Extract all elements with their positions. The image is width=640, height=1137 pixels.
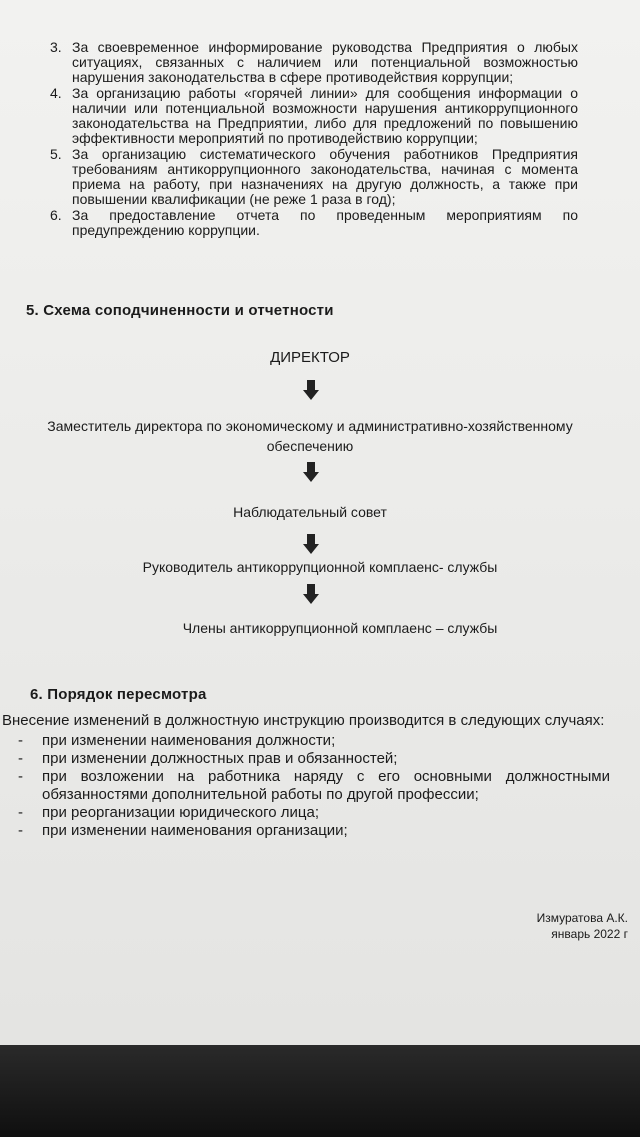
dash-bullet: - [18,822,23,839]
scheme-node-deputy-director: Заместитель директора по экономическому и административно-хозяйственному обеспечению [47,418,573,454]
scheme-node-compliance-head: Руководитель антикоррупционной комплаенс- службы [142,559,498,575]
list-item-text: при реорганизации юридического лица; [42,804,319,821]
signature-date: январь 2022 г [551,927,628,941]
list-item [0,804,610,822]
dash-bullet: - [18,732,23,749]
section-6-title: 6. Порядок пересмотра [30,686,207,703]
dash-bullet: - [18,804,23,821]
signature-author: Измуратова А.К. [536,911,628,925]
dash-bullet: - [18,768,23,785]
list-item-text: при возложении на работника наряду с его основными должностными обязанностями дополнительной работы по другой профессии; [42,768,610,803]
duty-item-6 [50,208,578,238]
duty-number: 6. [50,207,62,223]
dash-bullet: - [18,750,23,767]
arrow-down-icon [303,584,319,604]
arrow-down-icon [303,380,319,400]
scheme-node-director: ДИРЕКТОР [270,349,350,366]
subordination-scheme [0,340,640,650]
scheme-node-supervisory-board: Наблюдательный совет [233,504,387,520]
duty-item-3 [50,40,578,85]
list-item [0,732,610,750]
duty-number: 4. [50,85,62,101]
scheme-node-compliance-members: Члены антикоррупционной комплаенс – службы [182,620,498,636]
section-5-title: 5. Схема соподчиненности и отчетности [26,302,334,319]
duty-text: За предоставление отчета по проведенным мероприятиям по предупреждению коррупции. [72,207,578,238]
duty-item-5 [50,147,578,207]
revision-intro: Внесение изменений в должностную инструкцию производится в следующих случаях: [2,712,605,729]
duty-text: За организацию работы «горячей линии» для сообщения информации о наличии или потенциальной возможности нарушения антикоррупционного законодательства на Предприятии, либо для предложений по повышению эффективности мероприятий по противодействию коррупции; [72,85,578,146]
list-item-text: при изменении должностных прав и обязанностей; [42,750,398,767]
duty-text: За организацию систематического обучения работников Предприятия требованиям антикоррупционного законодательства, начиная с момента приема на работу, при назначениях на другую должность, а также при повышении квалификации (не реже 1 раза в год); [72,146,578,207]
duty-item-4 [50,86,578,146]
revision-section [0,712,610,840]
list-item-text: при изменении наименования должности; [42,732,336,749]
list-item [0,750,610,768]
duty-text: За своевременное информирование руководства Предприятия о любых ситуациях, связанных с наличием или потенциальной возможностью нарушения законодательства в сфере противодействия коррупции; [72,39,578,85]
duties-list [50,40,578,239]
arrow-down-icon [303,462,319,482]
background-surface [0,1045,640,1137]
list-item-text: при изменении наименования организации; [42,822,348,839]
duty-number: 5. [50,146,62,162]
list-item [0,768,610,804]
signature-block [537,910,628,942]
duty-number: 3. [50,39,62,55]
list-item [0,822,610,840]
revision-cases-list [0,732,610,840]
arrow-down-icon [303,534,319,554]
